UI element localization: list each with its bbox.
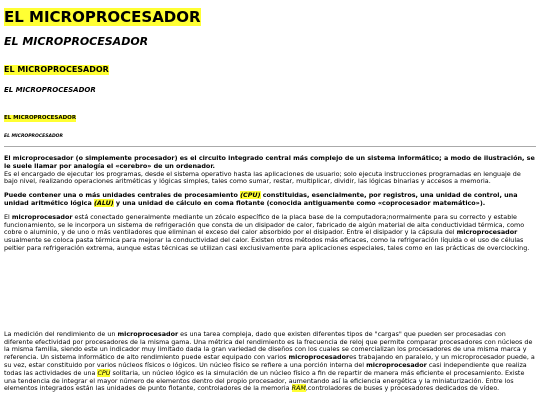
performance-text-2: es una tarea compleja, dado que existen diferentes tipos de "cargas" que pueden ser procesadas con diferente efectividad por procesadores de la misma gama. Una métrica del rendimiento es la frecuencia de reloj que permite comparar procesadores con núcleos de la misma familia, siendo este un indicador muy limitado dada la gran variedad de diseños con los cuales se comercializan los procesadores de una misma marca y referencia. Un sistema informático de alto rendimiento puede estar equipado con varios — [4, 329, 533, 362]
cpu-highlight: CPU — [97, 368, 111, 377]
heading-4: EL MICROPROCESADOR — [4, 86, 96, 94]
cooling-text-2: está conectado generalmente mediante un zócalo específico de la placa base de la computadora;normalmente para su correcto y estable funcionamiento, se le incorpora un sistema de refrigeración que consta de un disipador de calor, fabricado de algún material de alta conductividad térmica, como cobre o aluminio, y de uno o más ventiladores que eliminan el exceso del calor absorbido por el disipador. Entre el disipador y la cápsula del — [4, 212, 525, 237]
heading-6: EL MICROPROCESADOR — [4, 134, 63, 139]
performance-text-1: La medición del rendimiento de un — [4, 329, 118, 338]
intro-paragraph — [4, 155, 536, 186]
keyword-microprocesador: microprocesador — [11, 212, 73, 221]
units-paragraph — [4, 192, 536, 208]
cooling-paragraph — [4, 214, 536, 253]
keyword-microprocesador: microprocesador — [456, 228, 518, 237]
cpu-highlight: (CPU) — [240, 191, 261, 200]
performance-text-3: es trabajando en paralelo, y un microprocesador puede, a su vez, estar constituido por varios núcleos físicos o lógicos. Un núcleo físico se refiere a una porción interna del — [4, 353, 535, 369]
performance-paragraph — [4, 331, 536, 393]
intro-text: Es el encargado de ejecutar los programas, desde el sistema operativo hasta las aplicaciones de usuario; solo ejecuta instrucciones programadas en lenguaje de bajo nivel, realizando operaciones aritméticas y lógicas simples, tales como sumar, restar, multiplicar, dividir, las lógicas binarias y accesos a memoria. — [4, 169, 521, 186]
units-text-2: constituidas, esencialmente, por registros, una unidad de control, una unidad aritmético lógica — [4, 191, 518, 207]
keyword-microprocesador: microprocesador — [366, 360, 427, 369]
cooling-text-1: El — [4, 212, 12, 221]
heading-2: EL MICROPROCESADOR — [4, 35, 149, 48]
heading-1: EL MICROPROCESADOR — [4, 8, 201, 26]
divider — [4, 146, 536, 147]
heading-3: EL MICROPROCESADOR — [4, 65, 109, 74]
ram-highlight: RAM — [291, 384, 306, 393]
units-text-1: Puede contener una o más unidades centrales de procesamiento — [4, 191, 241, 200]
units-text-3: y una unidad de cálculo en coma flotante (conocida antiguamente como «coprocesador matemático»). — [113, 198, 486, 207]
heading-5: EL MICROPROCESADOR — [4, 115, 77, 121]
cooling-text-3: usualmente se coloca pasta térmica para mejorar la conductividad del calor. Existen otros métodos más eficaces, como la refrigeración líquida o el uso de células peltier para refrigeración extrema, aunque estas técnicas se utilizan casi exclusivamente para aplicaciones especiales, tales como en las prácticas de overclocking. — [4, 236, 530, 252]
performance-text-6: ,controladores de buses y procesadores dedicados de vídeo. — [305, 384, 500, 393]
performance-text-5: solitaria, un núcleo lógico es la simulación de un núcleo físico a fin de repartir de manera más eficiente el procesamiento. Existe una tendencia de integrar el mayor número de elementos dentro del propio procesador, aumentando así la eficiencia energética y la miniaturización. Entre los elementos integrados están las unidades de punto flotante, controladores de la memoria — [4, 368, 525, 393]
keyword-microprocesador: microprocesador — [117, 329, 179, 338]
alu-highlight: (ALU) — [94, 198, 114, 207]
intro-bold-text: El microprocesador (o simplemente procesador) es el circuito integrado central más complejo de un sistema informático; a modo de ilustración, se le suele llamar por analogía el «cerebro» de un ordenador. — [4, 154, 535, 170]
performance-text-4: casi independiente que realiza todas las actividades de una — [4, 360, 527, 377]
keyword-microprocesador: microprocesador — [288, 353, 350, 362]
